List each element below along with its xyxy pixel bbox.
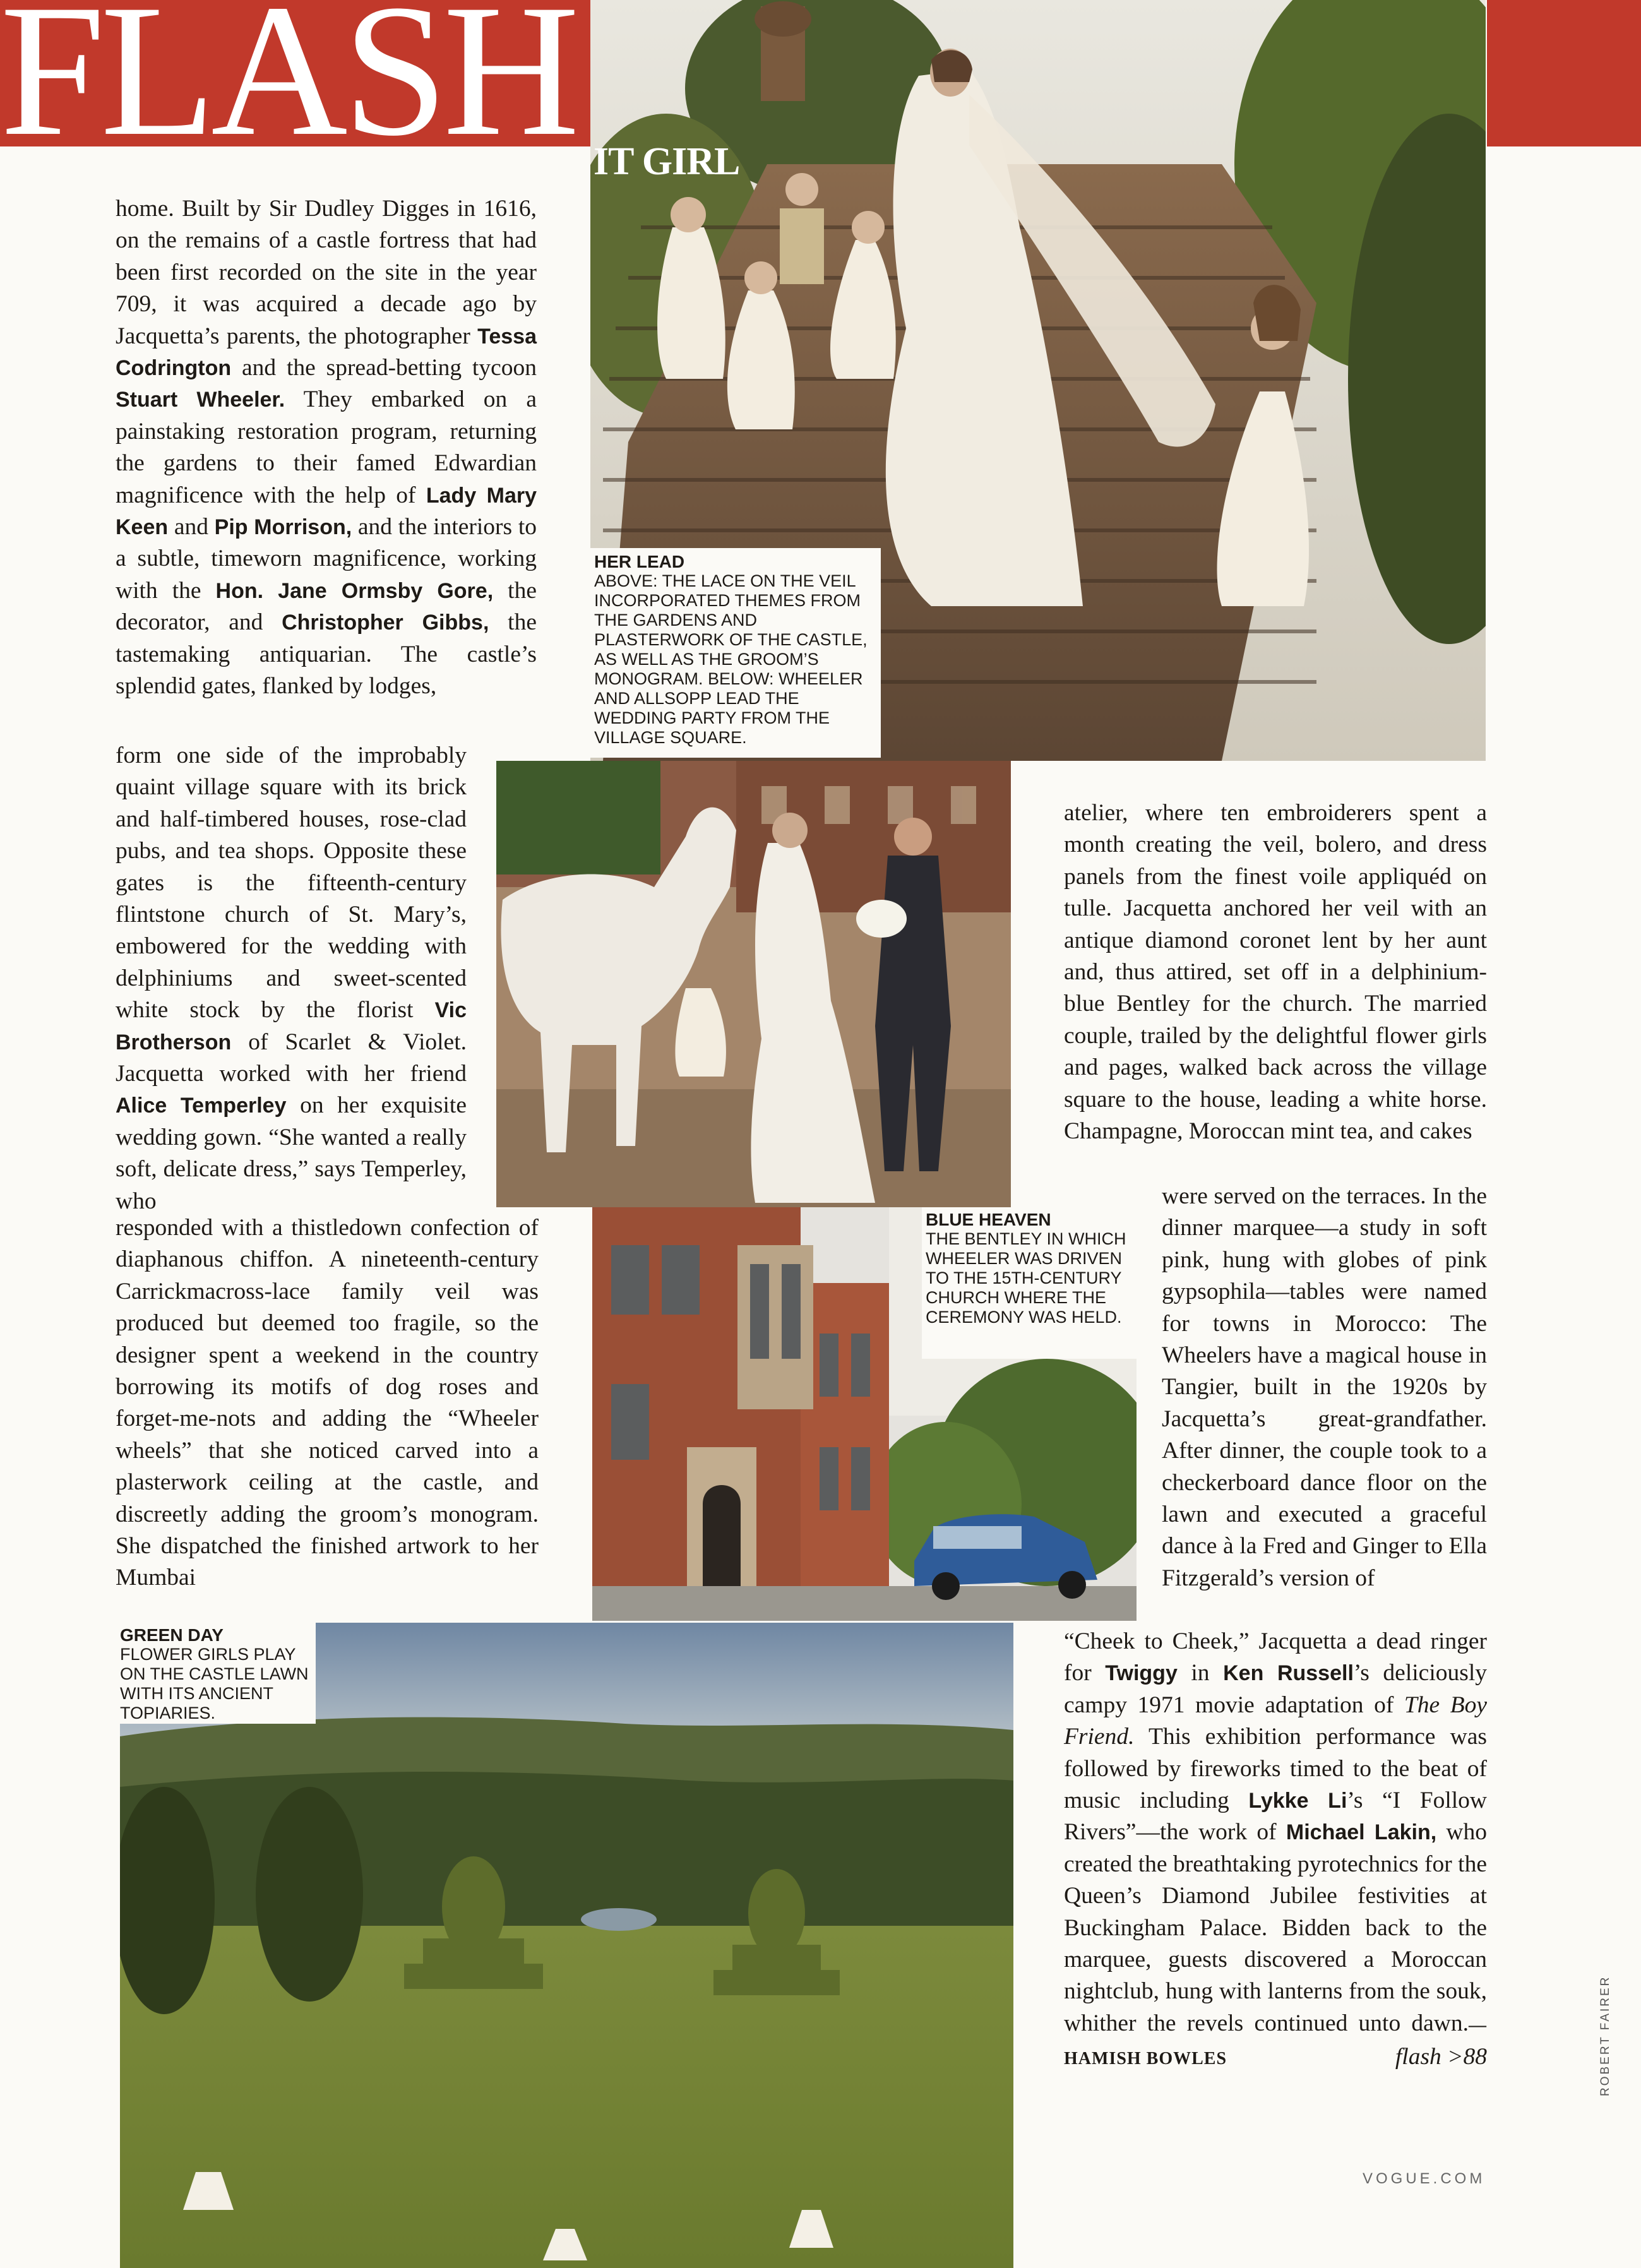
section-tag: IT GIRL <box>594 140 740 183</box>
article-column-1b <box>116 740 467 1217</box>
caption-green-day <box>120 1623 316 1724</box>
caption-blue-heaven-title: BLUE HEAVEN <box>926 1210 1051 1229</box>
article-paragraph <box>116 1212 539 1594</box>
body-text: form one side of the improbably quaint village square with its brick and half-timbered houses, rose-clad pubs, and tea shops. Opposite these gates is the fifteenth-century flintstone church of St. Mary’s, embowered for the wedding with delphiniums and sweet-scented white stock by the florist <box>116 743 467 1024</box>
body-text: “Cheek to Cheek,” Jacquetta a dead ringer for <box>1064 1628 1487 1686</box>
person-name: Michael Lakin, <box>1286 1820 1437 1845</box>
body-text: who created the breathtaking pyrotechnics for the Queen’s Diamond Jubilee festivities at Buckingham Palace. Bidden back to the marquee, guests discovered a Moroccan nightclub, hung with lanterns from the souk, whither the revels continued unto dawn. <box>1064 1819 1488 2036</box>
header-band-right <box>1487 0 1641 146</box>
person-name: Christopher Gibbs, <box>282 611 489 635</box>
article-paragraph <box>1064 1626 1487 2075</box>
body-text: of Scarlet & Violet. Jacquetta worked with her friend <box>116 1029 467 1087</box>
wedding-party-photo <box>496 761 1011 1207</box>
article-column-1c <box>116 1212 539 1594</box>
body-text: home. Built by Sir Dudley Digges in 1616, on the remains of a castle fortress that had been first recorded on the site in the year 709, it was acquired a decade ago by Jacquetta’s parents, the photographer <box>116 196 537 349</box>
body-text: They embarked on a painstaking restoration program, returning the gardens to their famed Edwardian magnificence with the help of <box>116 386 537 508</box>
caption-her-lead <box>590 548 881 758</box>
body-text: on her exquisite wedding gown. “She wanted a really soft, delicate dress,” says Temperley, who <box>116 1092 467 1214</box>
article-paragraph <box>116 193 537 703</box>
body-text: This exhibition performance was followed by fireworks timed to the beat of music including <box>1064 1724 1487 1814</box>
article-paragraph <box>1064 797 1487 1147</box>
person-name: Pip Morrison, <box>214 515 352 540</box>
body-text: responded with a thistledown confection of diaphanous chiffon. A nineteenth-century Carrickmacross-lace family veil was produced but deemed too fragile, so the designer spent a weekend in the country borrowing its motifs of dog roses and forget-me-nots and adding the “Wheeler wheels” that she noticed carved into a plasterwork ceiling at the castle, and discreetly adding the groom’s monogram. She dispatched the finished artwork to her Mumbai <box>116 1215 539 1591</box>
person-name: Alice Temperley <box>116 1094 287 1118</box>
body-text: the tastemaking antiquarian. The castle’s splendid gates, flanked by lodges, <box>116 609 537 700</box>
person-name: Lady Mary Keen <box>116 483 537 540</box>
body-text: atelier, where ten embroiderers spent a month creating the veil, bolero, and dress panels from the finest voile appliquéd on tulle. Jacquetta anchored her veil with an antique diamond coronet lent by her aunt and, thus attired, set off in a delphinium-blue Bentley for the church. The married couple, trailed by the delightful flower girls and pages, walked back across the village square to the house, leading a white horse. Champagne, Moroccan mint tea, and cakes <box>1064 800 1487 1145</box>
person-name: Vic Brotherson <box>116 998 467 1054</box>
body-text: and the interiors to a subtle, timeworn magnificence, working with the <box>116 514 537 604</box>
person-name: Twiggy <box>1105 1661 1178 1686</box>
caption-her-lead-body: ABOVE: THE LACE ON THE VEIL INCORPORATED THEMES FROM THE GARDENS AND PLASTERWORK OF THE CASTLE, AS WELL AS THE GROOM’S MONOGRAM. BELOW: WHEELER AND ALLSOPP LEAD THE WEDDING PARTY FROM THE VILLAGE SQUARE. <box>594 571 868 747</box>
body-text: were served on the terraces. In the dinner marquee—a study in soft pink, hung with globes of pink gypsophila—tables were named for towns in Morocco: The Wheelers have a magical house in Tangier, built in the 1920s by Jacquetta’s great-grandfather. After dinner, the couple took to a checkerboard dance floor on the lawn and executed a graceful dance à la Fred and Ginger to Ella Fitzgerald’s version of <box>1162 1183 1487 1591</box>
person-name: Ken Russell <box>1223 1661 1354 1686</box>
body-text: and the spread-betting tycoon <box>231 355 537 381</box>
person-name: Lykke Li <box>1248 1789 1347 1813</box>
body-text: ’s deliciously campy 1971 movie adaptation of <box>1064 1660 1487 1718</box>
caption-her-lead-title: HER LEAD <box>594 552 685 571</box>
caption-blue-heaven <box>922 1207 1137 1359</box>
article-column-1a <box>116 193 537 703</box>
person-name: Stuart Wheeler. <box>116 388 285 412</box>
site-url[interactable]: VOGUE.COM <box>1363 2170 1486 2187</box>
jump-reference[interactable]: flash >88 <box>1395 2044 1487 2070</box>
photo-credit: ROBERT FAIRER <box>1599 1975 1612 2096</box>
person-name: Tessa Codrington <box>116 324 537 381</box>
person-name: Hon. Jane Ormsby Gore, <box>215 578 494 603</box>
article-column-2a <box>1064 797 1487 1147</box>
title-italic: The Boy Friend. <box>1064 1692 1487 1750</box>
caption-green-day-title: GREEN DAY <box>120 1625 224 1645</box>
body-text: and <box>168 514 215 540</box>
body-text: the decorator, and <box>116 577 537 636</box>
byline: —HAMISH BOWLES <box>1064 2015 1487 2069</box>
body-text: in <box>1177 1660 1224 1686</box>
article-paragraph <box>1162 1181 1487 1594</box>
article-column-2b <box>1162 1181 1487 1594</box>
caption-green-day-body: FLOWER GIRLS PLAY ON THE CASTLE LAWN WITH ITS ANCIENT TOPIARIES. <box>120 1645 309 1722</box>
article-column-2c <box>1064 1626 1487 2075</box>
article-paragraph <box>116 740 467 1217</box>
body-text: ’s “I Follow Rivers”—the work of <box>1064 1788 1487 1846</box>
flash-logo: FLASH <box>0 0 575 144</box>
caption-blue-heaven-body: THE BENTLEY IN WHICH WHEELER WAS DRIVEN TO THE 15TH-CENTURY CHURCH WHERE THE CEREMONY WAS HELD. <box>926 1229 1126 1327</box>
